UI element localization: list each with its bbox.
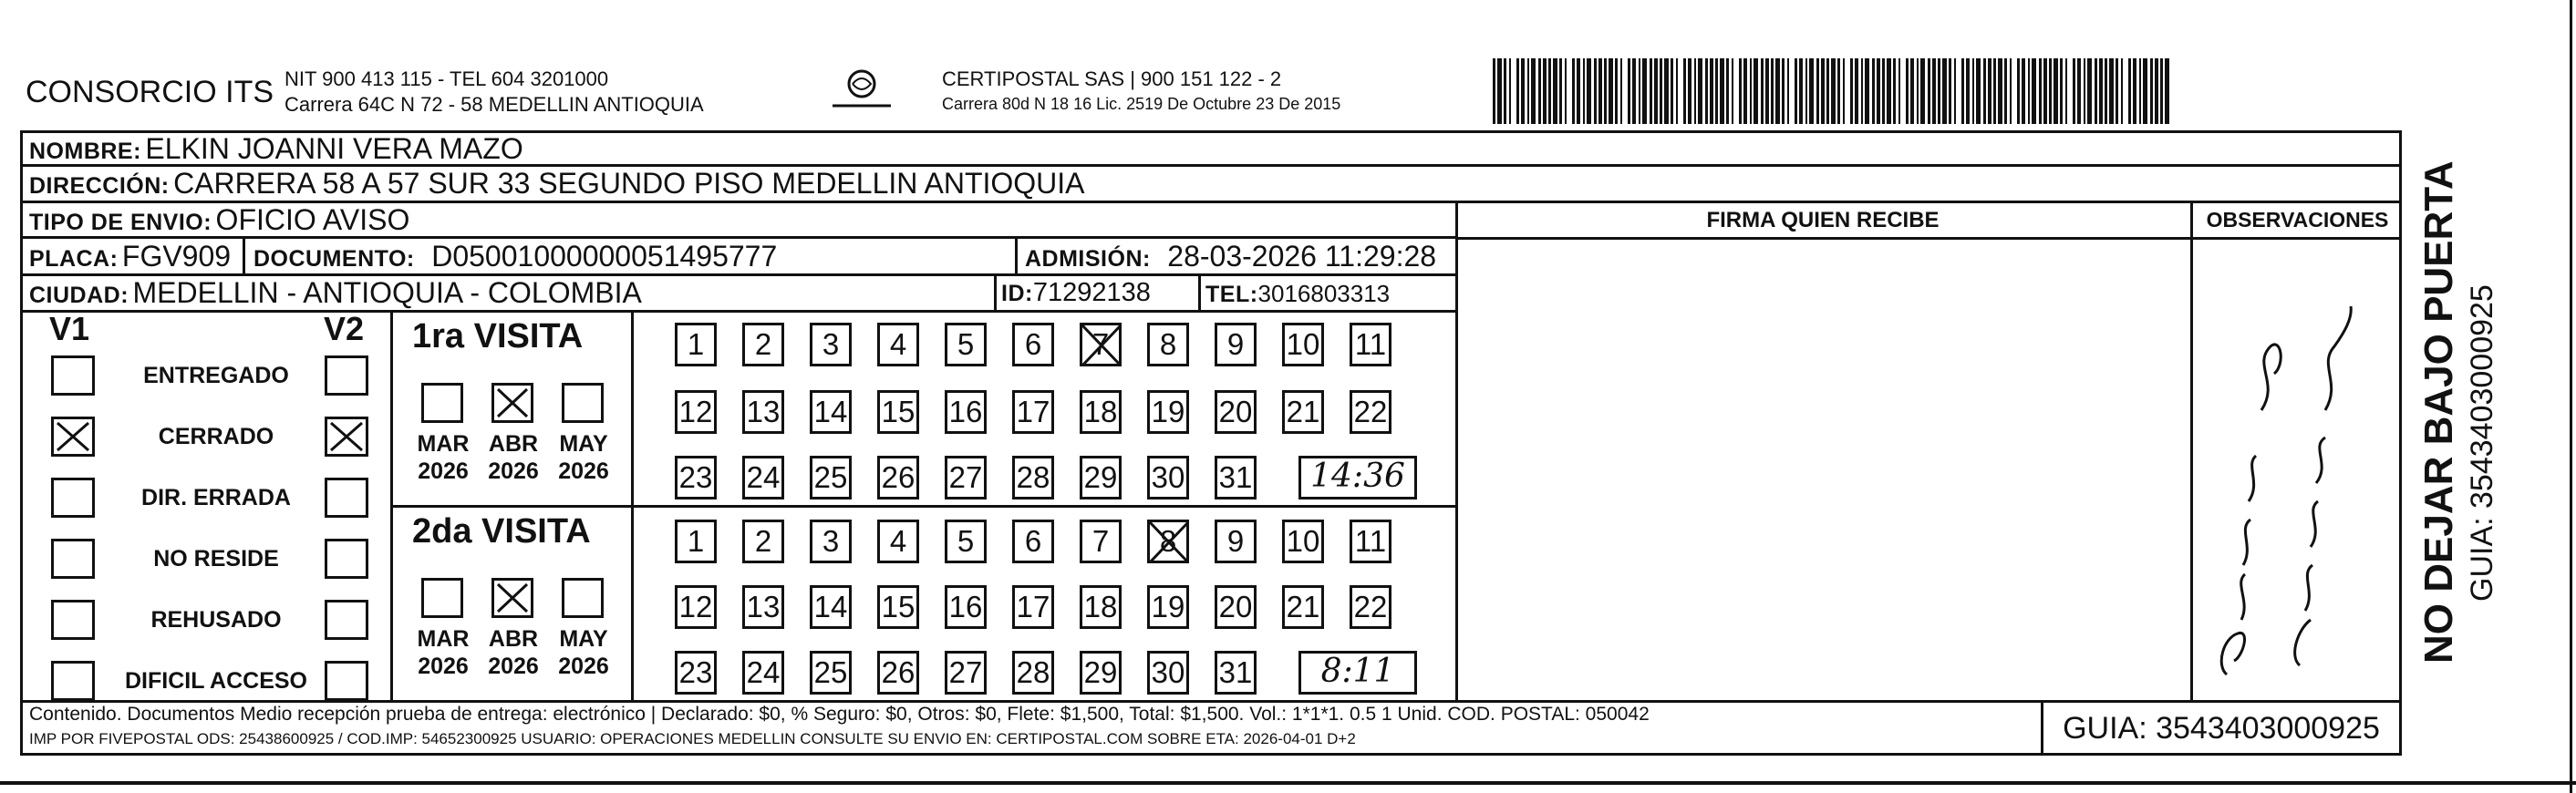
day-box[interactable]: 21 — [1282, 390, 1324, 434]
admision-label: ADMISIÓN: — [1025, 246, 1151, 272]
day-box[interactable]: 2 — [742, 323, 784, 366]
second-visit-title: 2da VISITA — [412, 512, 591, 551]
day-box[interactable]: 14 — [810, 390, 852, 434]
day-box[interactable]: 23 — [675, 456, 717, 499]
day-box[interactable]: 24 — [742, 651, 784, 695]
placa-row — [29, 240, 231, 273]
barcode-bar — [2065, 58, 2067, 124]
barcode-bar — [2095, 58, 2097, 124]
day-box[interactable]: 5 — [945, 520, 987, 563]
year-label: 2026 — [488, 458, 539, 484]
barcode-bar — [1726, 58, 1729, 124]
year-label: 2026 — [418, 654, 469, 679]
day-box[interactable]: 10 — [1282, 520, 1324, 563]
tel-label: TEL: — [1205, 282, 1258, 307]
nombre-row — [29, 132, 523, 166]
carrier-info: CERTIPOSTAL SAS | 900 151 122 - 2 — [942, 67, 1282, 90]
barcode-bar — [1620, 58, 1622, 124]
barcode-bar — [1843, 58, 1845, 124]
barcode-bar — [2150, 58, 2153, 124]
barcode-bar — [1765, 58, 1769, 124]
direccion-value: CARRERA 58 A 57 SUR 33 SEGUNDO PISO MEDELLIN ANTIOQUIA — [173, 167, 1085, 200]
barcode-bar — [2022, 58, 2025, 124]
barcode-bar — [1504, 58, 1506, 124]
direccion-row — [29, 167, 1085, 201]
month-label: MAR — [417, 626, 470, 652]
barcode-bar — [1771, 58, 1774, 124]
day-box[interactable]: 26 — [877, 651, 919, 695]
certipostal-logo — [825, 66, 898, 117]
barcode-bar — [1577, 58, 1580, 124]
barcode-bar — [1966, 58, 1970, 124]
direccion-label: DIRECCIÓN: — [29, 173, 170, 199]
status-label: DIFICIL ACCESO — [124, 668, 307, 694]
barcode-bar — [1676, 58, 1678, 124]
barcode-bar — [2109, 58, 2114, 124]
bottom-rule — [0, 781, 2576, 785]
barcode-bar — [1961, 58, 1964, 124]
day-box[interactable]: 27 — [945, 651, 987, 695]
barcode-bar — [1782, 58, 1785, 124]
barcode-bar — [1949, 58, 1951, 124]
v1-header: V1 — [49, 310, 90, 347]
barcode-bar — [1809, 58, 1814, 124]
day-box[interactable]: 12 — [675, 390, 717, 434]
barcode-bar — [1972, 58, 1974, 124]
barcode-bar — [1887, 58, 1891, 124]
barcode-bar — [1861, 58, 1863, 124]
month-label: MAY — [559, 431, 608, 457]
day-box[interactable]: 25 — [810, 651, 852, 695]
barcode-bar — [1664, 58, 1669, 124]
barcode-bar — [1983, 58, 1986, 124]
no-dejar-bajo-puerta: NO DEJAR BAJO PUERTA — [2416, 160, 2461, 664]
day-box[interactable]: 20 — [1215, 390, 1257, 434]
barcode-bar — [2004, 58, 2007, 124]
barcode-bar — [2099, 58, 2103, 124]
day-box[interactable]: 21 — [1282, 585, 1324, 629]
barcode-bar — [1898, 58, 1900, 124]
month-label: ABR — [488, 431, 539, 457]
barcode-bar — [1497, 58, 1502, 124]
footer-guia: GUIA: 3543403000925 — [2063, 711, 2380, 746]
day-box[interactable]: 15 — [877, 390, 919, 434]
company-address: Carrera 64C N 72 - 58 MEDELLIN ANTIOQUIA — [284, 93, 704, 116]
barcode-bar — [2128, 58, 2131, 124]
barcode-bar — [1739, 58, 1742, 124]
status-label: ENTREGADO — [143, 363, 289, 388]
tel-value: 3016803313 — [1257, 280, 1391, 307]
barcode-bar — [1538, 58, 1541, 124]
barcode-bar — [1583, 58, 1585, 124]
day-check-mark — [1079, 322, 1124, 369]
day-box[interactable]: 17 — [1012, 585, 1054, 629]
barcode-bar — [1750, 58, 1752, 124]
footer-content: Contenido. Documentos Medio recepción prueba de entrega: electrónico | Declarado: $0, % Seguro: $0, Otros: $0, Flete: $1,500, Total: $1,500. Vol.: 1*1*1. 0.5 1 Unid. COD. POSTAL: 050042 — [29, 704, 1650, 725]
month-label: MAY — [559, 626, 608, 652]
barcode-bar — [2155, 58, 2158, 124]
day-box[interactable]: 8 — [1147, 520, 1189, 563]
barcode-bar — [1816, 58, 1819, 124]
barcode-bar — [1787, 58, 1789, 124]
company-name: CONSORCIO ITS — [26, 75, 274, 109]
barcode-bar — [1660, 58, 1662, 124]
barcode-bar — [1988, 58, 1991, 124]
side-guia: GUIA: 3543403000925 — [2465, 284, 2499, 602]
barcode-bar — [1715, 58, 1718, 124]
footer-print-info: IMP POR FIVEPOSTAL ODS: 25438600925 / COD.IMP: 54652300925 USUARIO: OPERACIONES MEDELLIN CONSULTE SU ENVIO EN: CERTIPOSTAL.COM SOBRE ETA: 2026-04-01 D+2 — [29, 730, 1356, 747]
barcode-bar — [2087, 58, 2092, 124]
handwritten-observations — [2198, 273, 2398, 693]
barcode-bar — [1910, 58, 1914, 124]
day-box[interactable]: 27 — [945, 456, 987, 499]
day-box[interactable]: 3 — [810, 323, 852, 366]
barcode-bar — [1705, 58, 1708, 124]
barcode-bar — [1493, 58, 1495, 124]
barcode-bar — [1516, 58, 1519, 124]
barcode-bar — [1543, 58, 1547, 124]
year-label: 2026 — [558, 458, 609, 484]
id-row — [1001, 278, 1151, 308]
status-label: NO RESIDE — [153, 546, 279, 572]
day-box[interactable]: 12 — [675, 585, 717, 629]
barcode-bar — [1906, 58, 1909, 124]
barcode-bar — [1850, 58, 1853, 124]
barcode-bar — [1932, 58, 1936, 124]
barcode-bar — [1572, 58, 1575, 124]
month-checkbox[interactable] — [491, 383, 533, 423]
month-checkbox[interactable] — [421, 578, 463, 618]
barcode-bar — [1831, 58, 1836, 124]
day-box[interactable]: 6 — [1012, 323, 1054, 366]
barcode-bar — [1615, 58, 1618, 124]
barcode-bar — [1604, 58, 1607, 124]
barcode-bar — [2077, 58, 2081, 124]
barcode-bar — [2116, 58, 2118, 124]
company-nit: NIT 900 413 115 - TEL 604 3201000 — [284, 67, 609, 90]
barcode-bar — [2060, 58, 2063, 124]
barcode-bar — [2017, 58, 2020, 124]
documento-label: DOCUMENTO: — [253, 246, 415, 272]
barcode-bar — [1688, 58, 1691, 124]
v1-checkbox[interactable] — [51, 355, 95, 396]
barcode-bar — [1928, 58, 1930, 124]
barcode-bar — [1799, 58, 1803, 124]
barcode-bar — [2121, 58, 2123, 124]
month-checkbox[interactable] — [491, 578, 533, 618]
barcode-bar — [2043, 58, 2047, 124]
barcode-bar — [2028, 58, 2030, 124]
v2-checkbox[interactable] — [325, 539, 368, 579]
day-box[interactable]: 22 — [1350, 390, 1391, 434]
day-box[interactable]: 19 — [1147, 390, 1189, 434]
day-box[interactable]: 11 — [1350, 520, 1391, 563]
barcode-bar — [2054, 58, 2058, 124]
admision-value: 28-03-2026 11:29:28 — [1167, 240, 1437, 273]
barcode-bar — [1775, 58, 1780, 124]
year-label: 2026 — [418, 458, 469, 484]
v2-checkbox[interactable] — [325, 661, 368, 701]
day-box[interactable]: 15 — [877, 585, 919, 629]
barcode-bar — [1872, 58, 1875, 124]
day-box[interactable]: 5 — [945, 323, 987, 366]
day-box[interactable]: 1 — [675, 323, 717, 366]
barcode-bar — [1920, 58, 1925, 124]
v2-checkbox[interactable] — [325, 600, 368, 640]
day-box[interactable]: 28 — [1012, 651, 1054, 695]
carrier-license: Carrera 80d N 18 16 Lic. 2519 De Octubre 23 De 2015 — [942, 95, 1341, 113]
documento-value: D05001000000051495777 — [431, 240, 778, 273]
barcode-bar — [2084, 58, 2085, 124]
day-box[interactable]: 14 — [810, 585, 852, 629]
year-label: 2026 — [488, 654, 539, 679]
day-box[interactable]: 2 — [742, 520, 784, 563]
day-box[interactable]: 16 — [945, 585, 987, 629]
barcode-bar — [1795, 58, 1797, 124]
barcode-bar — [1650, 58, 1652, 124]
day-box[interactable]: 9 — [1215, 323, 1257, 366]
v1-checkbox[interactable] — [51, 417, 95, 457]
day-box[interactable]: 18 — [1080, 390, 1122, 434]
barcode-bar — [1683, 58, 1686, 124]
barcode-bar — [1531, 58, 1536, 124]
barcode-bar — [2032, 58, 2036, 124]
ciudad-label: CIUDAD: — [29, 283, 129, 308]
tipo-row — [29, 203, 409, 237]
handwritten-time: 14:36 — [1310, 458, 1405, 495]
barcode-bar — [1998, 58, 2002, 124]
v1-checkbox[interactable] — [51, 478, 95, 518]
v1-checkbox[interactable] — [51, 661, 95, 701]
day-box[interactable]: 28 — [1012, 456, 1054, 499]
day-box[interactable]: 24 — [742, 456, 784, 499]
status-label: REHUSADO — [150, 607, 282, 633]
signature-area[interactable] — [1458, 240, 2190, 701]
tipo-value: OFICIO AVISO — [215, 203, 410, 236]
placa-value: FGV909 — [121, 240, 232, 273]
barcode-bar — [1893, 58, 1896, 124]
barcode-bar — [1548, 58, 1551, 124]
id-value: 71292138 — [1032, 278, 1151, 307]
day-box[interactable]: 26 — [877, 456, 919, 499]
barcode-bar — [1654, 58, 1658, 124]
day-box[interactable]: 19 — [1147, 585, 1189, 629]
v2-check-mark — [327, 419, 366, 454]
ciudad-row — [29, 276, 642, 310]
barcode-bar — [1553, 58, 1557, 124]
barcode-bar — [1527, 58, 1529, 124]
day-box[interactable]: 23 — [675, 651, 717, 695]
v2-checkbox[interactable] — [325, 355, 368, 396]
barcode-bar — [1917, 58, 1919, 124]
nombre-value: ELKIN JOANNI VERA MAZO — [145, 132, 523, 165]
barcode-bar — [1521, 58, 1525, 124]
day-box[interactable]: 31 — [1215, 456, 1257, 499]
barcode-bar — [1609, 58, 1613, 124]
documento-row — [253, 240, 777, 273]
barcode-bar — [1855, 58, 1858, 124]
barcode-bar — [2073, 58, 2075, 124]
barcode-bar — [1976, 58, 1981, 124]
tel-row — [1205, 280, 1390, 308]
day-box[interactable]: 22 — [1350, 585, 1391, 629]
barcode-bar — [1805, 58, 1807, 124]
barcode-bar — [1559, 58, 1562, 124]
v2-checkbox[interactable] — [325, 417, 368, 457]
status-label: DIR. ERRADA — [141, 485, 291, 510]
handwriting-scribble — [2198, 273, 2398, 693]
day-box[interactable]: 17 — [1012, 390, 1054, 434]
barcode-bar — [1938, 58, 1940, 124]
day-box[interactable]: 25 — [810, 456, 852, 499]
observaciones-header: OBSERVACIONES — [2206, 208, 2389, 232]
firma-header: FIRMA QUIEN RECIBE — [1706, 208, 1940, 232]
month-label: ABR — [488, 626, 539, 652]
barcode-bar — [1754, 58, 1758, 124]
day-box[interactable]: 6 — [1012, 520, 1054, 563]
barcode-bar — [1837, 58, 1840, 124]
barcode-bar — [1694, 58, 1696, 124]
day-box[interactable]: 3 — [810, 520, 852, 563]
barcode-bar — [1993, 58, 1996, 124]
barcode-bar — [2139, 58, 2141, 124]
day-box[interactable]: 18 — [1080, 585, 1122, 629]
status-label: CERRADO — [158, 424, 274, 449]
barcode-bar — [2010, 58, 2012, 124]
barcode-graphic — [1493, 58, 2174, 124]
barcode-bar — [2160, 58, 2163, 124]
certipostal-logo-icon — [825, 66, 898, 117]
barcode-bar — [1732, 58, 1733, 124]
barcode-bar — [2133, 58, 2136, 124]
month-label: MAR — [417, 431, 470, 457]
day-box[interactable]: 7 — [1080, 323, 1122, 366]
barcode-bar — [1632, 58, 1636, 124]
barcode-bar — [1710, 58, 1713, 124]
day-box[interactable]: 30 — [1147, 651, 1189, 695]
day-box[interactable]: 13 — [742, 390, 784, 434]
day-check-mark — [1146, 519, 1192, 566]
barcode-bar — [1877, 58, 1880, 124]
v2-checkbox[interactable] — [325, 478, 368, 518]
barcode-bar — [1628, 58, 1630, 124]
barcode-bar — [2165, 58, 2169, 124]
first-visit-title: 1ra VISITA — [412, 317, 584, 355]
tipo-label: TIPO DE ENVIO: — [29, 210, 212, 235]
handwritten-time: 8:11 — [1320, 653, 1395, 690]
barcode-bar — [2049, 58, 2052, 124]
month-check-mark — [494, 581, 531, 615]
barcode-bar — [1639, 58, 1640, 124]
barcode-bar — [1821, 58, 1825, 124]
barcode-bar — [2039, 58, 2042, 124]
barcode-bar — [1671, 58, 1673, 124]
day-box[interactable]: 4 — [877, 520, 919, 563]
day-box[interactable]: 29 — [1080, 456, 1122, 499]
month-check-mark — [494, 386, 531, 420]
day-box[interactable]: 9 — [1215, 520, 1257, 563]
day-box[interactable]: 20 — [1215, 585, 1257, 629]
month-checkbox[interactable] — [562, 383, 604, 423]
barcode-bar — [1594, 58, 1597, 124]
v1-check-mark — [54, 419, 92, 454]
day-box[interactable]: 16 — [945, 390, 987, 434]
v1-checkbox[interactable] — [51, 600, 95, 640]
day-box[interactable]: 11 — [1350, 323, 1391, 366]
barcode-bar — [2105, 58, 2107, 124]
day-box[interactable]: 30 — [1147, 456, 1189, 499]
day-box[interactable]: 31 — [1215, 651, 1257, 695]
v1-checkbox[interactable] — [51, 539, 95, 579]
day-box[interactable]: 29 — [1080, 651, 1122, 695]
barcode — [1493, 58, 2174, 124]
barcode-bar — [1642, 58, 1647, 124]
barcode-bar — [1598, 58, 1602, 124]
day-box[interactable]: 7 — [1080, 520, 1122, 563]
admision-row — [1025, 240, 1436, 273]
barcode-bar — [1565, 58, 1567, 124]
barcode-bar — [1826, 58, 1829, 124]
nombre-label: NOMBRE: — [29, 139, 141, 164]
barcode-bar — [2143, 58, 2147, 124]
day-box[interactable]: 8 — [1147, 323, 1189, 366]
day-box[interactable]: 1 — [675, 520, 717, 563]
month-checkbox[interactable] — [562, 578, 604, 618]
barcode-bar — [1743, 58, 1747, 124]
right-rule — [2570, 0, 2572, 793]
barcode-bar — [1865, 58, 1869, 124]
barcode-bar — [1942, 58, 1947, 124]
barcode-bar — [1587, 58, 1591, 124]
barcode-bar — [1720, 58, 1724, 124]
barcode-bar — [1882, 58, 1885, 124]
barcode-bar — [1954, 58, 1956, 124]
day-box[interactable]: 10 — [1282, 323, 1324, 366]
year-label: 2026 — [558, 654, 609, 679]
placa-label: PLACA: — [29, 246, 119, 272]
month-checkbox[interactable] — [421, 383, 463, 423]
day-box[interactable]: 13 — [742, 585, 784, 629]
ciudad-value: MEDELLIN - ANTIOQUIA - COLOMBIA — [132, 276, 642, 309]
id-label: ID: — [1001, 281, 1033, 306]
barcode-bar — [1509, 58, 1511, 124]
barcode-bar — [1698, 58, 1702, 124]
day-box[interactable]: 4 — [877, 323, 919, 366]
v2-header: V2 — [324, 310, 365, 347]
barcode-bar — [1761, 58, 1764, 124]
